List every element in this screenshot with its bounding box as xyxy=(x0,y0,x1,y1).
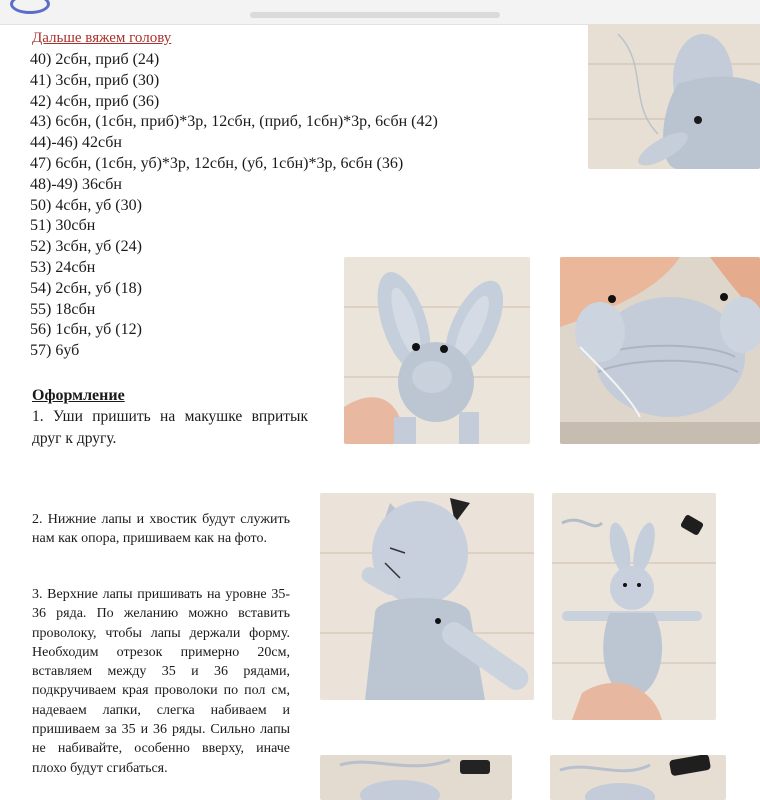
photo-bottom-right-cropped xyxy=(550,755,726,800)
step-1-text: 1. Уши пришить на макушке впритык друг к другу. xyxy=(32,408,308,447)
row-line: 57) 6уб xyxy=(30,342,80,360)
page-top-strip xyxy=(0,0,760,25)
step-3-text: 3. Верхние лапы пришивать на уровне 35-36 ряда. По желанию можно вставить проволоку, чтобы лапы держали форму. Необходим отрезок примерно 20см, вставляем между 35 и 36 рядами, подкручиваем края проволоки по пол см, надеваем лапки, слегка набиваем и пришиваем за 35 и 36 ряды. Сильно лапы не набивайте, особенно вверху, иначе плохо будут сгибаться. xyxy=(32,587,290,776)
row-line: 48)-49) 36сбн xyxy=(30,175,122,193)
section-heading: Дальше вяжем голову xyxy=(32,30,172,46)
row-line: 43) 6сбн, (1сбн, приб)*3р, 12сбн, (приб, 1сбн)*3р, 6сбн (42) xyxy=(30,113,438,131)
row-line: 42) 4сбн, приб (36) xyxy=(30,92,160,110)
assembly-heading: Оформление xyxy=(32,387,125,404)
row-line: 56) 1сбн, уб (12) xyxy=(30,321,142,339)
row-line: 40) 2сбн, приб (24) xyxy=(30,51,160,68)
photo-side-with-arm xyxy=(320,493,534,700)
row-line: 47) 6сбн, (1сбн, уб)*3р, 12сбн, (уб, 1сбн)*3р, 6сбн (36) xyxy=(30,154,404,172)
cut-off-text-line xyxy=(250,12,500,18)
row-line: 52) 3сбн, уб (24) xyxy=(30,238,142,256)
photo-bottom-left-cropped xyxy=(320,755,512,800)
row-line: 54) 2сбн, уб (18) xyxy=(30,279,142,297)
photo-body-closeup xyxy=(588,24,760,169)
row-line: 44)-46) 42сбн xyxy=(30,134,122,152)
row-line: 51) 30сбн xyxy=(30,217,96,235)
logo-mark xyxy=(10,0,50,14)
row-line: 55) 18сбн xyxy=(30,300,96,318)
row-line: 41) 3сбн, приб (30) xyxy=(30,71,160,89)
step-2-text: 2. Нижние лапы и хвостик будут служить нам как опора, пришиваем как на фото. xyxy=(32,512,290,546)
photo-ear-sewing xyxy=(560,257,760,444)
photo-head-with-ears xyxy=(344,257,530,444)
photo-full-bunny xyxy=(552,493,716,720)
row-line: 53) 24сбн xyxy=(30,258,96,276)
row-line: 50) 4сбн, уб (30) xyxy=(30,196,142,214)
